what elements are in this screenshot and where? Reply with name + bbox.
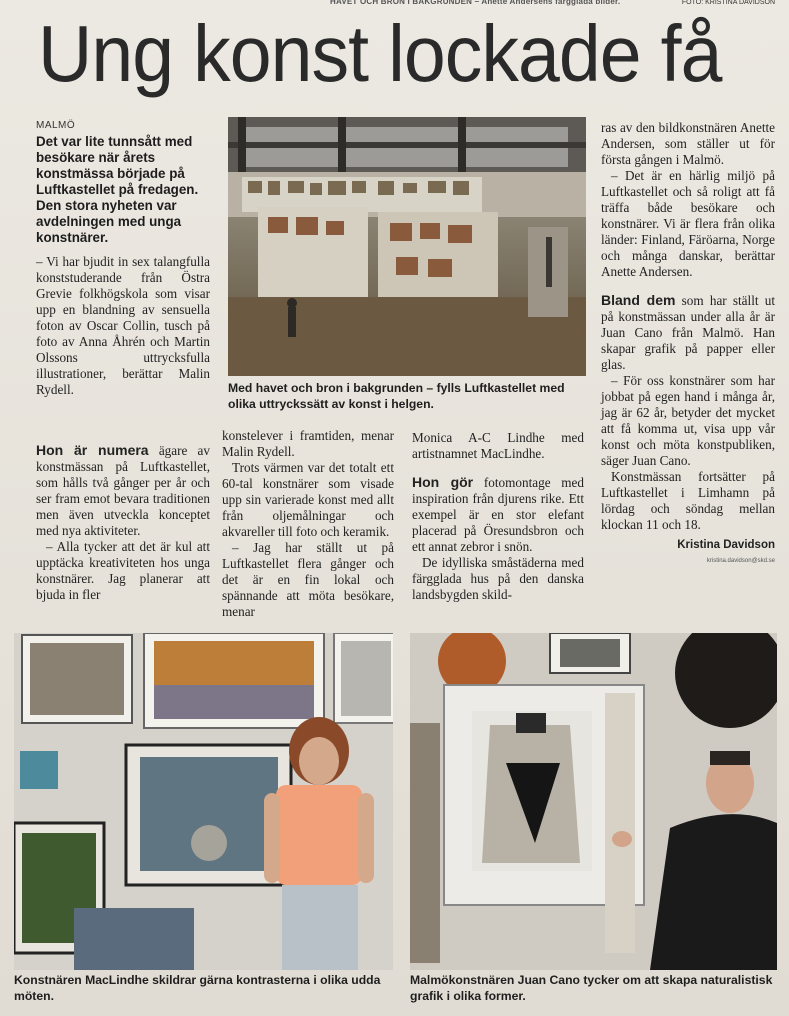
juan-cano-photo: [410, 633, 777, 970]
body-paragraph: – För oss konstnärer som har jobbat på egen hand i många år, jag är 62 år, betyder det mycket att få komma ut, visa upp vår konst och möta konstpubliken, säger Juan Cano.: [601, 373, 775, 468]
caption-right-photo: Malmökonstnären Juan Cano tycker om att skapa naturalistisk grafik i olika former.: [410, 973, 773, 1003]
photo-credit: FOTO: KRISTINA DAVIDSON: [681, 0, 775, 6]
subheading: Hon är numera: [36, 442, 149, 458]
body-paragraph: Monica A-C Lindhe med artistnamnet MacLindhe.: [412, 430, 584, 461]
body-paragraph: [412, 474, 584, 555]
body-paragraph: Trots värmen var det totalt ett 60-tal konstnärer som visade upp sin varierade konst med allt från oljemålningar och akvareller till foto och keramik.: [222, 460, 394, 539]
body-paragraph: – Jag har ställt ut på Luftkastellet flera gånger och det är en fin lokal och spännande att möta besökare, menar: [222, 540, 394, 619]
byline: Kristina Davidson: [677, 539, 775, 551]
exhibition-hall-image: [228, 117, 586, 376]
lead-paragraph: Det var lite tunnsått med besökare när årets konstmässa började på Luftkastellet på fredagen. Den stora nyheten var avdelningen med unga konstnärer.: [36, 134, 199, 245]
body-paragraph: konstelever i framtiden, menar Malin Rydell.: [222, 428, 394, 459]
dateline: MALMÖ: [36, 120, 76, 131]
body-column-3: [412, 430, 584, 603]
exhibition-hall-photo: [228, 117, 586, 376]
body-paragraph: – Det är en härlig miljö på Luftkastellet och så roligt att få träffa både besökare och konstnärer. Vi är flera från olika länder: Finland, Färöarna, Norge och många danskar, berättar Anette Andersen.: [601, 168, 775, 279]
subheading: Hon gör: [412, 474, 474, 490]
body-paragraph: – Alla tycker att det är kul att upptäcka kreativiteten hos unga konstnärer. Jag planerar att bjuda in fler: [36, 539, 210, 602]
author-email: kristina.davidson@skd.se: [706, 558, 775, 564]
body-text: fotomontage med inspiration från djurens rike. Ett exempel är en stor elefant placerad på Öresundsbron och ett annat zebror i snön.: [412, 475, 585, 554]
maclindhe-photo: [14, 633, 393, 970]
body-column-4: [601, 120, 775, 569]
lead-column: [36, 118, 210, 398]
top-caption-fragment: HAVET OCH BRON I BAKGRUNDEN – Anette Andersens färgglada bilder.: [330, 0, 621, 6]
body-paragraph: De idylliska småstäderna med färgglada hus på den danska landsbygden skild-: [412, 555, 584, 602]
caption-top-photo: Med havet och bron i bakgrunden – fylls Luftkastellet med olika uttryckssätt av konst i helgen.: [228, 381, 565, 411]
body-column-1: [36, 442, 210, 603]
juan-cano-image: [410, 633, 777, 970]
body-text: ägare av konstmässan på Luftkastellet, som hålls två gånger per år och ser fram emot bevara traditionen men även utveckla konceptet med nya aktiviteter.: [36, 443, 210, 538]
subheading: Bland dem: [601, 292, 676, 308]
body-text: som har ställt ut på konstmässan under alla år är Juan Cano från Malmö. Han skapar grafik på papper eller glas.: [601, 293, 775, 372]
body-paragraph: ras av den bildkonstnären Anette Andersen, som ställer ut för första gången i Malmö.: [601, 120, 775, 167]
headline: Ung konst lockade få: [38, 9, 722, 98]
body-paragraph: [36, 442, 210, 539]
caption-left-photo: Konstnären MacLindhe skildrar gärna kontrasterna i olika udda möten.: [14, 973, 381, 1003]
body-paragraph: – Vi har bjudit in sex talangfulla konststuderande från Östra Grevie folkhögskola som visar upp en blandning av sensuella foton av Oscar Collin, tusch på foto av Anna Åhrén och Martin Olssons uttrycksfulla illustrationer, berättar Malin Rydell.: [36, 254, 210, 397]
body-paragraph: [601, 292, 775, 373]
body-paragraph: Konstmässan fortsätter på Luftkastellet i Limhamn på lördag och söndag mellan klockan 11 och 18.: [601, 469, 775, 532]
body-column-2: [222, 428, 394, 620]
maclindhe-image: [14, 633, 393, 970]
